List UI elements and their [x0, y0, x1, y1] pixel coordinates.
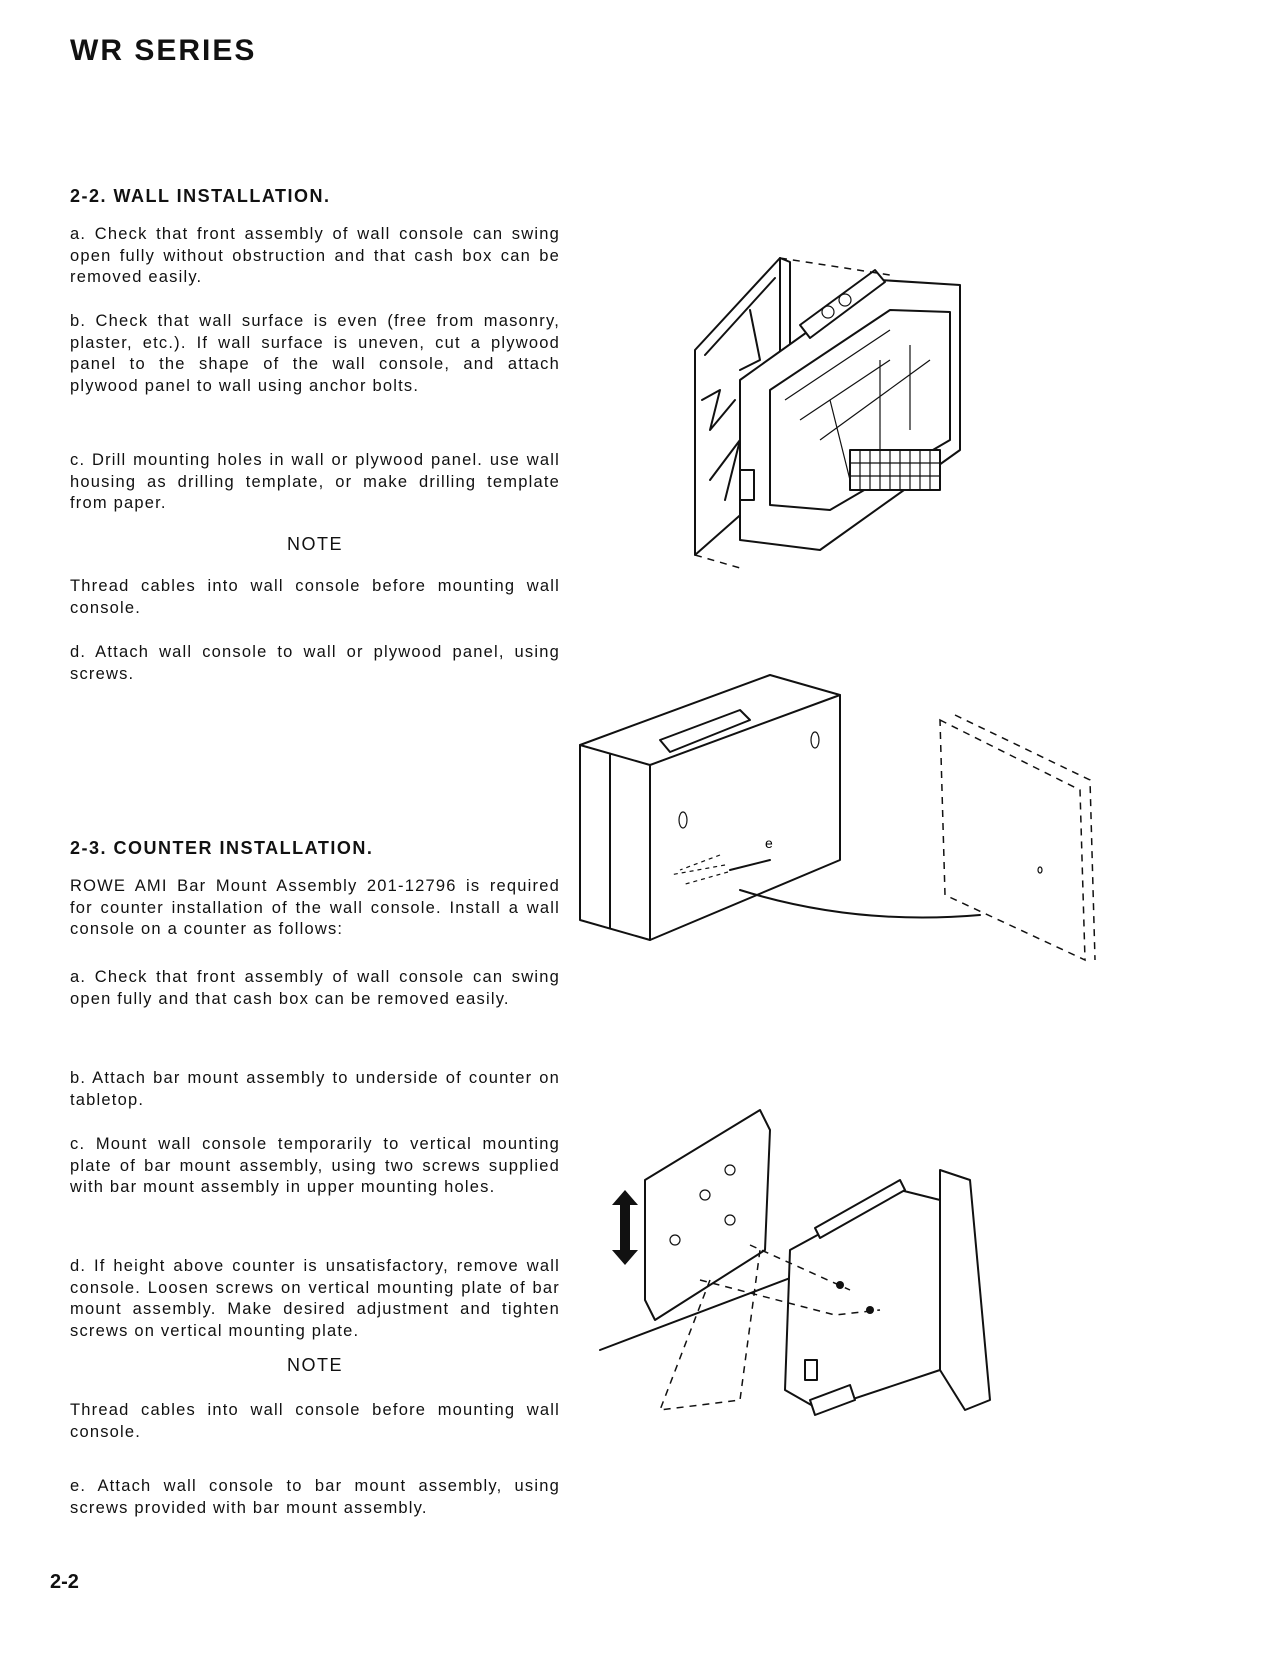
wall-step-c: c. Drill mounting holes in wall or plywood panel. use wall housing as drilling template, or make drilling template from paper. — [70, 451, 560, 512]
wall-step-b-block — [70, 311, 560, 397]
counter-note-label-block — [70, 1355, 560, 1376]
wall-note-text: Thread cables into wall console before mounting wall console. — [70, 577, 560, 617]
counter-intro-block — [70, 876, 560, 941]
counter-installation-title: 2-3. COUNTER INSTALLATION. — [70, 838, 374, 858]
counter-step-a: a. Check that front assembly of wall console can swing open fully and that cash box can be removed easily. — [70, 968, 560, 1008]
mount-screw-a — [836, 1281, 844, 1289]
wall-installation-section — [70, 186, 560, 207]
wall-step-d-block — [70, 642, 560, 685]
template-hole — [1038, 867, 1042, 873]
cable-label: e — [765, 835, 773, 851]
drilling-template — [940, 720, 1085, 960]
page-number: 2-2 — [50, 1571, 79, 1593]
mount-screw-b — [866, 1306, 874, 1314]
counter-note-label: NOTE — [286, 1355, 343, 1375]
selector-keypad — [850, 450, 940, 490]
wall-note-label-block — [70, 534, 560, 555]
wall-step-b: b. Check that wall surface is even (free from masonry, plaster, etc.). If wall surface is uneven, cut a plywood panel to the shape of the wall console, and attach plywood panel to wall using anchor bolts. — [70, 312, 560, 395]
template-back-edge — [955, 715, 1095, 960]
figure-wall-console-mounting — [570, 660, 1110, 990]
wall-console-back — [580, 675, 840, 940]
wall-step-a-block — [70, 224, 560, 289]
wall-step-a: a. Check that front assembly of wall console can swing open fully without obstruction and that cash box can be removed easily. — [70, 225, 560, 286]
console-latch — [805, 1360, 817, 1380]
counter-note-block — [70, 1400, 560, 1443]
counter-note-text: Thread cables into wall console before mounting wall console. — [70, 1401, 560, 1441]
vertical-mounting-plate — [645, 1110, 770, 1320]
counter-step-e-block — [70, 1476, 560, 1519]
counter-step-a-block — [70, 967, 560, 1010]
series-title: WR SERIES — [70, 34, 257, 67]
counter-step-d-block — [70, 1256, 560, 1342]
counter-step-e: e. Attach wall console to bar mount assembly, using screws provided with bar mount assembly. — [70, 1477, 560, 1517]
wall-step-c-block — [70, 450, 560, 515]
figure-wall-console-open — [680, 250, 1020, 570]
counter-step-d: d. If height above counter is unsatisfactory, remove wall console. Loosen screws on vertical mounting plate of bar mount assembly. Make desired adjustment and tighten screws on vertical mounting plate. — [70, 1257, 560, 1340]
counter-step-b-block — [70, 1068, 560, 1111]
counter-step-b: b. Attach bar mount assembly to underside of counter on tabletop. — [70, 1069, 560, 1109]
counter-step-c: c. Mount wall console temporarily to vertical mounting plate of bar mount assembly, using two screws supplied with bar mount assembly in upper mounting holes. — [70, 1135, 560, 1196]
wall-note-label: NOTE — [286, 534, 343, 554]
wall-step-d: d. Attach wall console to wall or plywood panel, using screws. — [70, 643, 560, 683]
wall-note-block — [70, 576, 560, 619]
counter-installation-section — [70, 838, 560, 859]
counter-intro: ROWE AMI Bar Mount Assembly 201-12796 is required for counter installation of the wall console. Install a wall console on a counter as follows: — [70, 877, 560, 938]
height-adjust-arrow — [612, 1190, 638, 1265]
console-front-door-open — [940, 1170, 990, 1410]
wall-installation-title: 2-2. WALL INSTALLATION. — [70, 186, 331, 206]
counter-step-c-block — [70, 1134, 560, 1199]
figure-counter-installation — [600, 1110, 1080, 1490]
cash-box-latch — [740, 470, 754, 500]
